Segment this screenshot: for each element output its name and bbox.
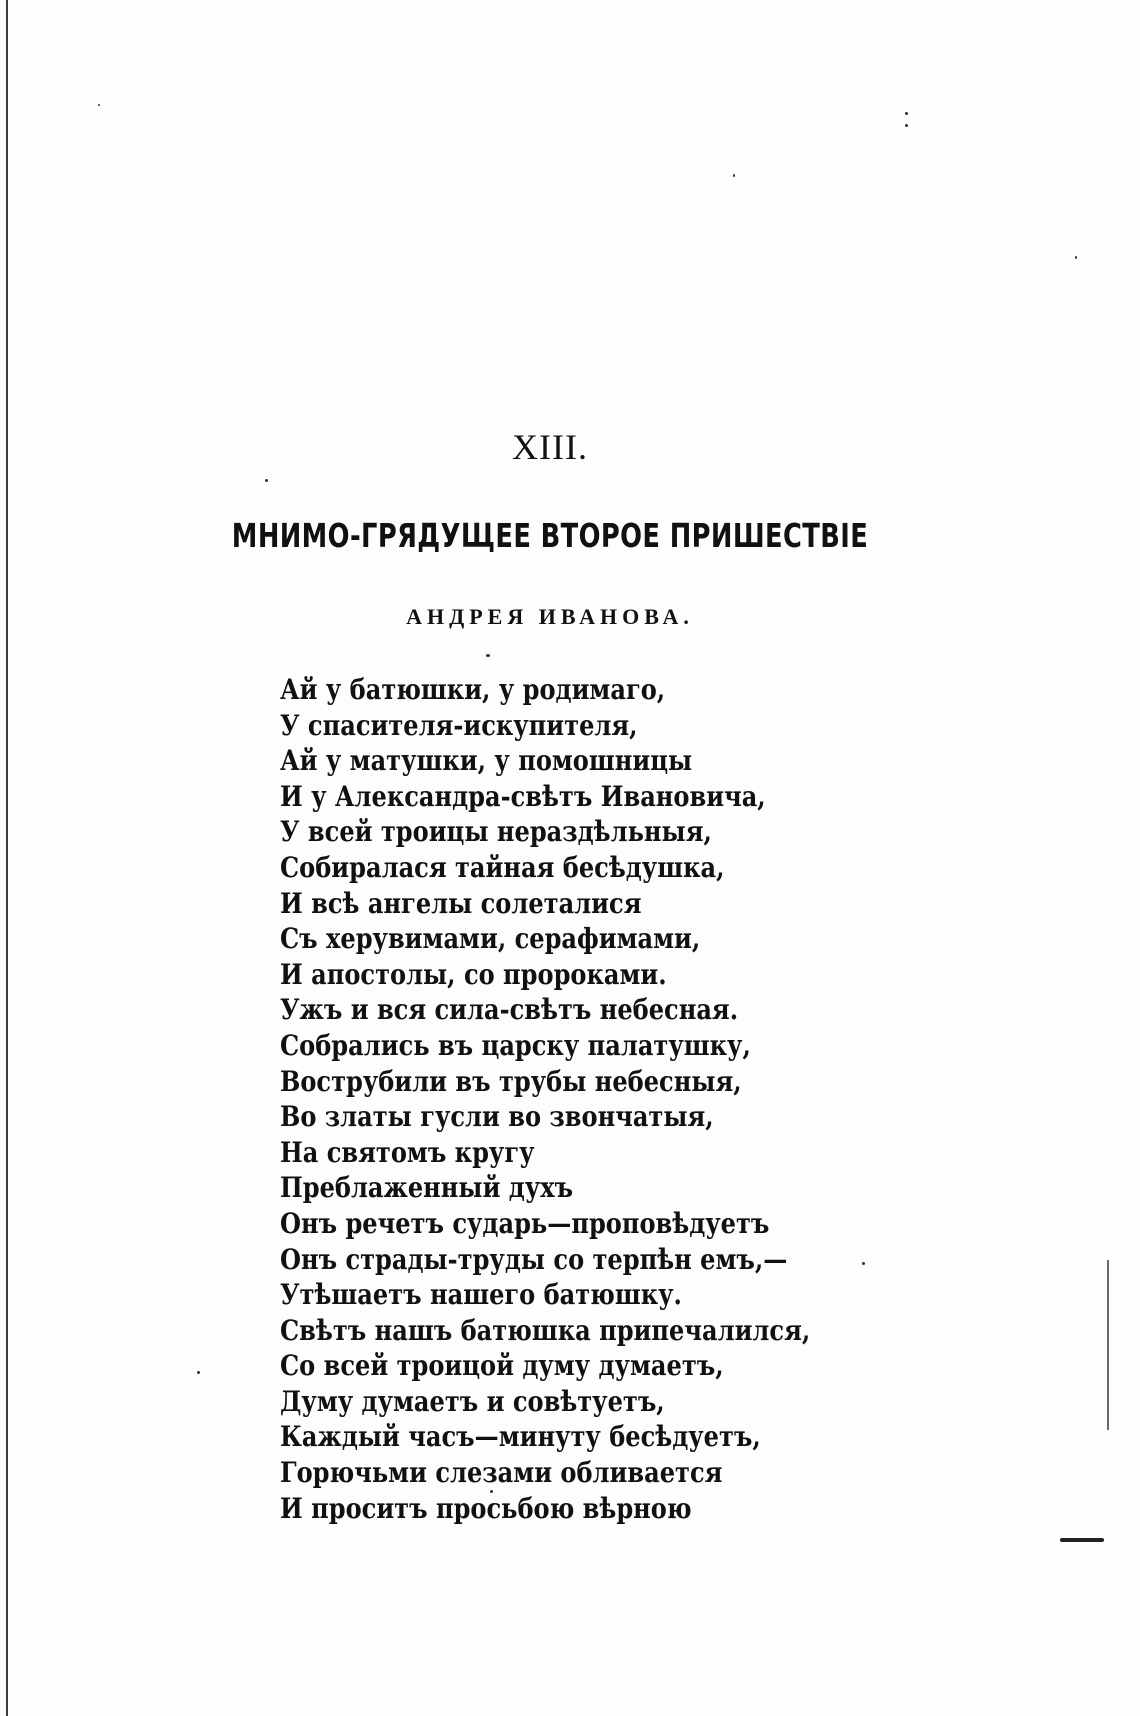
poem-line: Во златы гусли во звончатыя,: [280, 1100, 714, 1134]
poem-line: Со всей троицой думу думаетъ,: [280, 1349, 724, 1383]
poem-line: Свѣтъ нашъ батюшка припечалился,: [280, 1313, 811, 1347]
scan-edge-mark: [1060, 1538, 1104, 1542]
poem-line: И у Александра-свѣтъ Ивановича,: [280, 779, 766, 813]
poem-line: И апостолы, со пророками.: [280, 957, 667, 991]
scan-speck: [486, 654, 490, 657]
poem-line: Съ херувимами, серафимами,: [280, 922, 701, 956]
scan-right-edge: [1107, 1260, 1109, 1430]
scan-left-edge: [6, 0, 8, 1716]
poem-line: На святомъ кругу: [280, 1135, 535, 1169]
poem-line: Собрались въ царску палатушку,: [280, 1028, 751, 1062]
poem-line: Ужъ и вся сила-свѣтъ небесная.: [280, 993, 739, 1027]
poem-line: Вострубили въ трубы небесныя,: [280, 1064, 742, 1098]
poem-line: Каждый часъ—минуту бесѣдуетъ,: [280, 1420, 761, 1454]
scan-speck: [265, 479, 268, 482]
poem-line: У спасителя-искупителя,: [280, 708, 638, 742]
poem-line: Ай у батюшки, у родимаго,: [280, 673, 666, 706]
poem-body: [280, 672, 1060, 1526]
poem-line: И проситъ просьбою вѣрною: [280, 1491, 692, 1525]
poem-line: Утѣшаетъ нашего батюшку.: [280, 1278, 682, 1312]
poem-line: И всѣ ангелы солеталися: [280, 886, 642, 920]
section-number: XIII.: [512, 427, 588, 467]
scan-speck: [197, 1371, 200, 1374]
scan-speck: [905, 124, 908, 127]
scan-speck: [905, 112, 908, 115]
poem-subtitle: АНДРЕЯ ИВАНОВА.: [406, 604, 694, 629]
scan-speck: [98, 104, 100, 106]
scan-speck: [733, 174, 735, 177]
poem-line: Онъ речетъ сударь—проповѣдуетъ: [280, 1206, 770, 1240]
scan-speck: [1075, 256, 1077, 259]
poem-line: Ай у матушки, у помошницы: [280, 744, 693, 778]
poem-line: У всей троицы нераздѣльныя,: [280, 815, 712, 849]
poem-line: Горючьми слезами обливается: [280, 1456, 723, 1490]
poem-line: Онъ страды-труды со терпѣн емъ,—: [280, 1242, 788, 1276]
poem-title: МНИМО-ГРЯДУЩЕЕ ВТОРОЕ ПРИШЕСТВІЕ: [231, 516, 869, 555]
poem-line: Собиралася тайная бесѣдушка,: [280, 850, 725, 884]
poem-line: Думу думаетъ и совѣтуетъ,: [280, 1384, 665, 1418]
poem-line: Преблаженный духъ: [280, 1171, 574, 1205]
